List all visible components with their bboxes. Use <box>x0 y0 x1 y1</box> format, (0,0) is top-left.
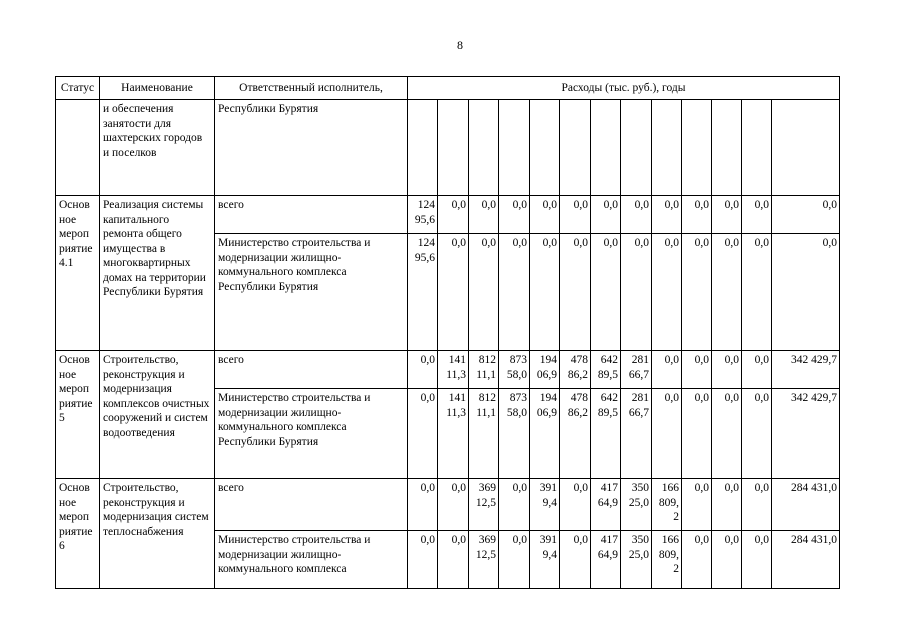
value-cell <box>772 100 840 196</box>
table-row <box>56 196 840 234</box>
value-cell: 0,0 <box>469 234 499 351</box>
value-cell: 0,0 <box>499 531 530 589</box>
value-cell: 350 25,0 <box>621 479 652 531</box>
value-cell: 124 95,6 <box>408 196 438 234</box>
value-cell: 0,0 <box>530 234 560 351</box>
value-cell <box>438 100 469 196</box>
table-header-row <box>56 77 840 100</box>
header-executor: Ответственный исполнитель, <box>215 77 408 100</box>
value-cell: 642 89,5 <box>591 351 621 389</box>
value-cell: 0,0 <box>742 479 772 531</box>
value-cell: 0,0 <box>591 234 621 351</box>
value-cell: 194 06,9 <box>530 351 560 389</box>
value-cell <box>652 100 682 196</box>
value-cell: 417 64,9 <box>591 479 621 531</box>
value-cell: 141 11,3 <box>438 351 469 389</box>
value-cell <box>712 100 742 196</box>
value-cell: 0,0 <box>682 234 712 351</box>
value-cell: 0,0 <box>438 234 469 351</box>
value-cell: 281 66,7 <box>621 389 652 479</box>
status-cell: Основ ное мероп риятие 5 <box>56 351 100 479</box>
executor-cell: всего <box>215 479 408 531</box>
value-cell: 391 9,4 <box>530 531 560 589</box>
executor-cell: Министерство строительства и модернизации жилищно-коммунального комплекса <box>215 531 408 589</box>
value-cell: 642 89,5 <box>591 389 621 479</box>
header-expenses: Расходы (тыс. руб.), годы <box>408 77 840 100</box>
value-cell: 0,0 <box>408 531 438 589</box>
value-cell: 0,0 <box>652 351 682 389</box>
value-cell: 342 429,7 <box>772 351 840 389</box>
value-cell: 369 12,5 <box>469 531 499 589</box>
executor-cell: Министерство строительства и модернизации жилищно-коммунального комплекса Республики Бурятия <box>215 234 408 351</box>
name-cell: и обеспечения занятости для шахтерских городов и поселков <box>100 100 215 196</box>
value-cell: 194 06,9 <box>530 389 560 479</box>
value-cell: 0,0 <box>499 196 530 234</box>
value-cell: 0,0 <box>712 351 742 389</box>
value-cell: 284 431,0 <box>772 479 840 531</box>
value-cell: 0,0 <box>682 479 712 531</box>
table-row <box>56 351 840 389</box>
executor-cell: Республики Бурятия <box>215 100 408 196</box>
value-cell: 873 58,0 <box>499 351 530 389</box>
value-cell: 0,0 <box>560 234 591 351</box>
value-cell: 0,0 <box>772 234 840 351</box>
value-cell: 873 58,0 <box>499 389 530 479</box>
value-cell: 0,0 <box>560 196 591 234</box>
value-cell: 391 9,4 <box>530 479 560 531</box>
value-cell: 0,0 <box>742 389 772 479</box>
value-cell <box>621 100 652 196</box>
value-cell: 0,0 <box>469 196 499 234</box>
value-cell: 0,0 <box>652 389 682 479</box>
value-cell: 812 11,1 <box>469 351 499 389</box>
value-cell: 0,0 <box>742 234 772 351</box>
value-cell: 812 11,1 <box>469 389 499 479</box>
value-cell: 0,0 <box>742 351 772 389</box>
executor-cell: всего <box>215 196 408 234</box>
value-cell: 0,0 <box>621 234 652 351</box>
value-cell: 478 86,2 <box>560 351 591 389</box>
value-cell: 0,0 <box>499 479 530 531</box>
value-cell: 0,0 <box>712 196 742 234</box>
value-cell: 281 66,7 <box>621 351 652 389</box>
value-cell <box>499 100 530 196</box>
value-cell: 0,0 <box>712 234 742 351</box>
value-cell: 284 431,0 <box>772 531 840 589</box>
value-cell: 350 25,0 <box>621 531 652 589</box>
value-cell: 0,0 <box>621 196 652 234</box>
value-cell: 478 86,2 <box>560 389 591 479</box>
page-number: 8 <box>457 38 463 52</box>
value-cell: 0,0 <box>591 196 621 234</box>
value-cell: 0,0 <box>652 234 682 351</box>
table-row <box>56 479 840 531</box>
value-cell: 0,0 <box>499 234 530 351</box>
value-cell: 141 11,3 <box>438 389 469 479</box>
value-cell <box>530 100 560 196</box>
value-cell: 0,0 <box>682 351 712 389</box>
value-cell: 0,0 <box>408 389 438 479</box>
value-cell: 0,0 <box>682 531 712 589</box>
value-cell: 0,0 <box>438 479 469 531</box>
budget-table <box>55 76 840 589</box>
name-cell: Строительство, реконструкция и модернизация систем теплоснабжения <box>100 479 215 589</box>
status-cell <box>56 100 100 196</box>
value-cell: 0,0 <box>408 351 438 389</box>
value-cell: 0,0 <box>560 531 591 589</box>
value-cell: 0,0 <box>530 196 560 234</box>
value-cell: 369 12,5 <box>469 479 499 531</box>
executor-cell: всего <box>215 351 408 389</box>
name-cell: Строительство, реконструкция и модернизация комплексов очистных сооружений и систем водоотведения <box>100 351 215 479</box>
value-cell: 0,0 <box>772 196 840 234</box>
value-cell: 0,0 <box>438 196 469 234</box>
value-cell: 0,0 <box>438 531 469 589</box>
value-cell: 166 809, 2 <box>652 479 682 531</box>
value-cell: 166 809, 2 <box>652 531 682 589</box>
value-cell: 124 95,6 <box>408 234 438 351</box>
name-cell: Реализация системы капитального ремонта общего имущества в многоквартирных домах на территории Республики Бурятия <box>100 196 215 351</box>
value-cell: 0,0 <box>712 531 742 589</box>
value-cell <box>591 100 621 196</box>
value-cell: 0,0 <box>652 196 682 234</box>
value-cell: 0,0 <box>408 479 438 531</box>
executor-cell: Министерство строительства и модернизации жилищно-коммунального комплекса Республики Бурятия <box>215 389 408 479</box>
value-cell <box>560 100 591 196</box>
value-cell: 0,0 <box>742 196 772 234</box>
value-cell: 0,0 <box>712 389 742 479</box>
value-cell: 0,0 <box>742 531 772 589</box>
value-cell <box>682 100 712 196</box>
value-cell: 0,0 <box>682 389 712 479</box>
status-cell: Основ ное мероп риятие 4.1 <box>56 196 100 351</box>
header-name: Наименование <box>100 77 215 100</box>
value-cell: 417 64,9 <box>591 531 621 589</box>
status-cell: Основ ное мероп риятие 6 <box>56 479 100 589</box>
value-cell <box>408 100 438 196</box>
value-cell: 0,0 <box>560 479 591 531</box>
table-row <box>56 100 840 196</box>
value-cell: 342 429,7 <box>772 389 840 479</box>
value-cell: 0,0 <box>712 479 742 531</box>
value-cell <box>742 100 772 196</box>
header-status: Статус <box>56 77 100 100</box>
value-cell <box>469 100 499 196</box>
value-cell: 0,0 <box>682 196 712 234</box>
